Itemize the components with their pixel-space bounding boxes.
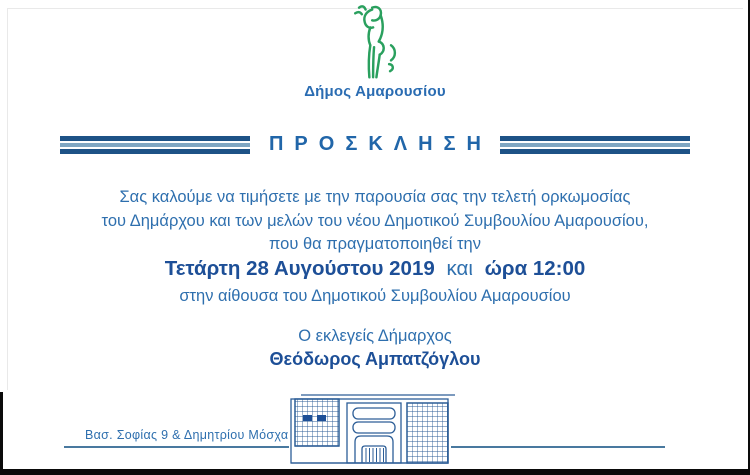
event-location: στην αίθουσα του Δημοτικού Συμβουλίου Αμαρουσίου bbox=[179, 287, 571, 305]
header-rule-right bbox=[500, 136, 690, 154]
image-edge-bottom bbox=[0, 469, 750, 475]
address-text: Βασ. Σοφίας 9 & Δημητρίου Μόσχα bbox=[85, 428, 289, 442]
invitation-header bbox=[0, 133, 750, 156]
header-rule-left bbox=[60, 136, 250, 154]
event-date: Τετάρτη 28 Αυγούστου 2019 bbox=[164, 257, 435, 280]
marousi-figure-icon bbox=[320, 2, 430, 82]
body-line-2: του Δημάρχου και των μελών του νέου Δημοτικού Συμβουλίου Αμαρουσίου, bbox=[101, 211, 649, 230]
town-hall-building-icon bbox=[287, 391, 459, 469]
signature-name: Θεόδωρος Αμπατζόγλου bbox=[269, 349, 481, 369]
image-edge-left bbox=[0, 392, 3, 475]
signature-role: Ο εκλεγείς Δήμαρχος bbox=[298, 327, 452, 345]
invitation-body bbox=[0, 186, 750, 257]
date-connector: και bbox=[446, 257, 473, 280]
event-time: ώρα 12:00 bbox=[484, 257, 586, 280]
invitation-title: ΠΡΟΣΚΛΗΣΗ bbox=[268, 133, 492, 155]
body-line-3: που θα πραγματοποιηθεί την bbox=[269, 235, 481, 253]
body-line-1: Σας καλούμε να τιμήσετε με την παρουσία σας την τελετή ορκωμοσίας bbox=[119, 188, 631, 206]
municipality-name: Δήμος Αμαρουσίου bbox=[304, 83, 446, 100]
event-datetime bbox=[0, 255, 750, 283]
